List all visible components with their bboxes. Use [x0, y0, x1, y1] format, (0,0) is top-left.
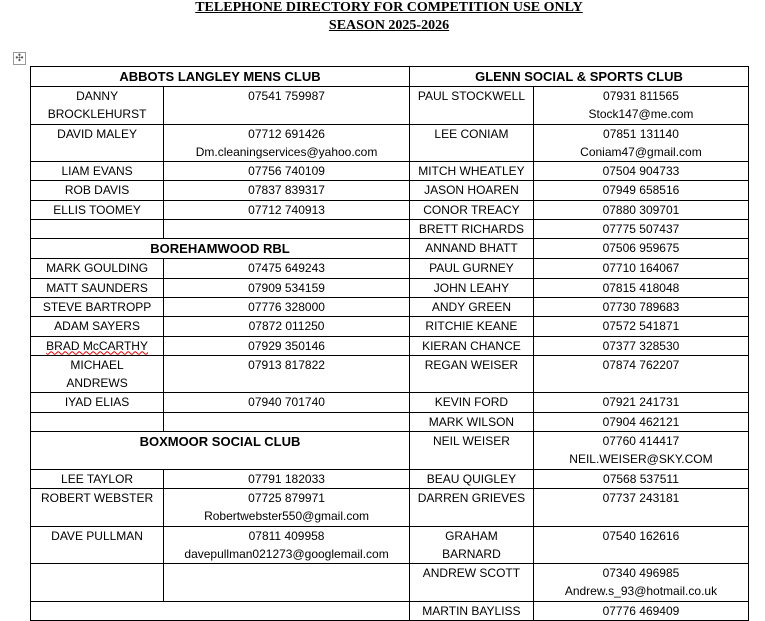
member-contact[interactable]: NEIL.WEISER@SKY.COM: [569, 452, 713, 467]
table-row: [31, 601, 749, 620]
left-contact-cell: [164, 355, 410, 393]
left-name-cell: [31, 393, 164, 412]
table-row: [31, 355, 749, 393]
member-name: LEE CONIAM: [434, 126, 509, 141]
right-contact-cell: [533, 200, 748, 219]
member-name: ANDREWS: [66, 376, 128, 391]
right-contact-cell: [533, 278, 748, 297]
member-name: ROB DAVIS: [64, 183, 130, 198]
member-name: CONOR TREACY: [423, 202, 520, 217]
member-name: IYAD ELIAS: [64, 395, 130, 410]
member-name: ANNAND BHATT: [425, 241, 518, 256]
table-row: [31, 432, 749, 470]
member-contact: 07940 701740: [248, 395, 325, 410]
member-contact: 07572 541871: [602, 319, 680, 334]
member-name: ELLIS TOOMEY: [53, 202, 141, 217]
table-row: [31, 181, 749, 200]
table-row: [31, 278, 749, 297]
member-name: NEIL WEISER: [432, 434, 510, 449]
member-contact: 07874 762207: [602, 357, 680, 372]
member-name: BARNARD: [442, 546, 501, 561]
member-contact: 07929 350146: [248, 338, 325, 353]
member-name: RITCHIE KEANE: [425, 319, 518, 334]
right-name-cell: [409, 181, 533, 200]
member-name: MARK WILSON: [428, 414, 515, 429]
member-name: DARREN GRIEVES: [417, 490, 526, 505]
member-name: MITCH WHEATLEY: [418, 164, 525, 179]
member-contact: 07904 462121: [602, 414, 680, 429]
left-name-cell: [31, 297, 164, 316]
table-row: [31, 124, 749, 162]
member-contact: 07568 537511: [603, 471, 679, 486]
table-row: [31, 412, 749, 431]
left-name-cell: [31, 317, 164, 336]
left-contact-cell: [164, 200, 410, 219]
right-contact-cell: [533, 432, 748, 470]
right-contact-cell: [533, 601, 748, 620]
left-club-header: [31, 601, 410, 620]
left-name-cell: [31, 181, 164, 200]
right-contact-cell: [533, 124, 748, 162]
left-name-cell: [31, 87, 164, 125]
right-name-cell: [409, 488, 533, 526]
member-contact[interactable]: Dm.cleaningservices@yahoo.com: [195, 144, 378, 159]
member-name: ROBERT WEBSTER: [40, 490, 154, 505]
left-contact-cell: [164, 162, 410, 181]
left-name-cell: [31, 469, 164, 488]
member-contact: 07872 011250: [248, 319, 325, 334]
table-row: [31, 200, 749, 219]
left-name-cell: [31, 220, 164, 239]
member-contact: 07475 649243: [248, 261, 325, 276]
member-contact: 07775 507437: [602, 222, 680, 237]
table-row: [31, 393, 749, 412]
right-name-cell: [409, 162, 533, 181]
left-contact-cell: [164, 124, 410, 162]
member-name: JOHN LEAHY: [433, 280, 510, 295]
right-contact-cell: [533, 336, 748, 355]
right-contact-cell: [533, 87, 748, 125]
right-name-cell: [409, 259, 533, 278]
right-contact-cell: [533, 412, 748, 431]
left-contact-cell: [164, 488, 410, 526]
member-name: ANDREW SCOTT: [422, 566, 521, 581]
table-row: [31, 526, 749, 564]
right-contact-cell: [533, 393, 748, 412]
right-contact-cell: [533, 297, 748, 316]
member-contact: 07712 740913: [248, 202, 325, 217]
member-contact: 07851 131140: [603, 126, 679, 141]
right-name-cell: [409, 336, 533, 355]
right-name-cell: [409, 278, 533, 297]
right-contact-cell: [533, 259, 748, 278]
table-row: [31, 162, 749, 181]
right-contact-cell: [533, 355, 748, 393]
member-name: MARTIN BAYLISS: [422, 603, 521, 618]
right-name-cell: [409, 469, 533, 488]
right-contact-cell: [533, 564, 748, 602]
member-name: REGAN WEISER: [424, 357, 519, 372]
member-contact: 07837 839317: [248, 183, 325, 198]
right-contact-cell: [533, 239, 748, 259]
left-club-header: ABBOTS LANGLEY MENS CLUB: [31, 67, 410, 87]
member-name: GRAHAM: [445, 528, 498, 543]
member-contact: 07921 241731: [602, 395, 680, 410]
member-contact: 07949 658516: [602, 183, 680, 198]
member-name: PAUL GURNEY: [429, 261, 514, 276]
right-contact-cell: [533, 469, 748, 488]
left-name-cell: [31, 412, 164, 431]
left-name-cell: [31, 336, 164, 355]
table-row: [31, 317, 749, 336]
member-contact: 07913 817822: [248, 357, 325, 372]
member-name: STEVE BARTROPP: [42, 299, 152, 314]
table-row: [31, 220, 749, 239]
table-row: [31, 564, 749, 602]
left-name-cell: [31, 278, 164, 297]
right-contact-cell: [533, 220, 748, 239]
member-contact: 07815 418048: [602, 280, 680, 295]
member-contact: 07725 879971: [248, 490, 325, 505]
right-name-cell: [409, 297, 533, 316]
member-name: JASON HOAREN: [424, 183, 519, 198]
member-contact: 07712 691426: [248, 126, 325, 141]
left-name-cell: [31, 526, 164, 564]
right-contact-cell: [533, 526, 748, 564]
member-contact: 07730 789683: [602, 299, 680, 314]
member-contact: 07791 182033: [248, 471, 325, 486]
member-name: MATT SAUNDERS: [46, 280, 148, 295]
member-name: MARK GOULDING: [46, 261, 149, 276]
left-contact-cell: [164, 181, 410, 200]
left-contact-cell: [164, 220, 410, 239]
member-name: LIAM EVANS: [61, 164, 133, 179]
left-name-cell: [31, 259, 164, 278]
member-contact[interactable]: Stock147@me.com: [588, 107, 694, 122]
member-name: DAVE PULLMAN: [51, 528, 143, 543]
member-contact: 07931 811565: [603, 89, 679, 103]
left-contact-cell: [164, 297, 410, 316]
member-contact: 07340 496985: [602, 566, 680, 581]
member-contact: 07737 243181: [602, 490, 680, 505]
member-name: DAVID MALEY: [57, 126, 137, 141]
right-name-cell: [409, 220, 533, 239]
right-name-cell: [409, 432, 533, 470]
document-title: TELEPHONE DIRECTORY FOR COMPETITION USE ONLY: [195, 0, 583, 15]
left-contact-cell: [164, 412, 410, 431]
member-contact: 07756 740109: [248, 164, 325, 179]
member-contact: 07710 164067: [602, 261, 680, 276]
table-row: [31, 239, 749, 259]
table-row: [31, 469, 749, 488]
member-contact: 07776 328000: [248, 299, 325, 314]
member-contact: 07504 904733: [602, 164, 680, 179]
member-name: KEVIN FORD: [434, 395, 509, 410]
right-name-cell: [409, 393, 533, 412]
member-contact: 07909 534159: [248, 280, 325, 295]
member-name: ADAM SAYERS: [54, 319, 140, 334]
right-name-cell: [409, 200, 533, 219]
member-name: BRETT RICHARDS: [418, 222, 524, 237]
table-row: [31, 67, 749, 87]
right-name-cell: [409, 239, 533, 259]
left-club-header: BOREHAMWOOD RBL: [31, 239, 410, 259]
table-row: [31, 259, 749, 278]
member-name: MICHAEL: [70, 357, 124, 372]
left-contact-cell: [164, 336, 410, 355]
right-name-cell: [409, 412, 533, 431]
left-contact-cell: [164, 526, 410, 564]
left-contact-cell: [164, 393, 410, 412]
member-name: KIERAN CHANCE: [422, 338, 521, 353]
member-contact[interactable]: Robertwebster550@gmail.com: [204, 509, 370, 524]
member-name: ANDY GREEN: [431, 299, 511, 314]
right-name-cell: [409, 124, 533, 162]
member-name: LEE TAYLOR: [61, 471, 134, 486]
table-row: [31, 336, 749, 355]
season-title: SEASON 2025-2026: [328, 18, 450, 33]
left-contact-cell: [164, 564, 410, 602]
left-name-cell: [31, 564, 164, 602]
left-name-cell: [31, 355, 164, 393]
member-contact[interactable]: Coniam47@gmail.com: [580, 144, 702, 159]
right-name-cell: [409, 526, 533, 564]
right-contact-cell: [533, 162, 748, 181]
member-contact: 07540 162616: [602, 528, 680, 543]
member-contact: 07776 469409: [602, 603, 680, 618]
left-contact-cell: [164, 87, 410, 125]
member-name: BEAU QUIGLEY: [426, 471, 517, 486]
member-contact: 07811 409958: [248, 528, 325, 543]
left-name-cell: [31, 162, 164, 181]
left-contact-cell: [164, 278, 410, 297]
right-contact-cell: [533, 181, 748, 200]
member-contact[interactable]: davepullman021273@googlemail.com: [184, 546, 389, 561]
right-contact-cell: [533, 488, 748, 526]
member-name: DANNY: [76, 89, 119, 103]
left-name-cell: [31, 124, 164, 162]
right-name-cell: [409, 601, 533, 620]
member-contact: 07377 328530: [602, 338, 680, 353]
member-contact: 07880 309701: [602, 202, 680, 217]
member-contact[interactable]: Andrew.s_93@hotmail.co.uk: [564, 584, 718, 599]
member-contact: 07541 759987: [248, 89, 325, 103]
left-name-cell: [31, 488, 164, 526]
member-name: BROCKLEHURST: [47, 107, 147, 122]
table-row: [31, 297, 749, 316]
left-club-header: BOXMOOR SOCIAL CLUB: [31, 432, 410, 470]
right-name-cell: [409, 317, 533, 336]
left-name-cell: [31, 200, 164, 219]
directory-table: [30, 66, 749, 621]
left-contact-cell: [164, 469, 410, 488]
left-contact-cell: [164, 317, 410, 336]
right-name-cell: [409, 87, 533, 125]
right-club-header: GLENN SOCIAL & SPORTS CLUB: [409, 67, 748, 87]
table-row: [31, 488, 749, 526]
member-contact: 07506 959675: [602, 241, 680, 256]
left-contact-cell: [164, 259, 410, 278]
right-name-cell: [409, 355, 533, 393]
table-row: [31, 87, 749, 125]
member-name: BRAD McCARTHY: [46, 338, 148, 353]
member-contact: 07760 414417: [602, 434, 680, 449]
move-arrows-icon[interactable]: ✣: [13, 52, 26, 65]
member-name: PAUL STOCKWELL: [417, 89, 525, 103]
right-name-cell: [409, 564, 533, 602]
right-contact-cell: [533, 317, 748, 336]
